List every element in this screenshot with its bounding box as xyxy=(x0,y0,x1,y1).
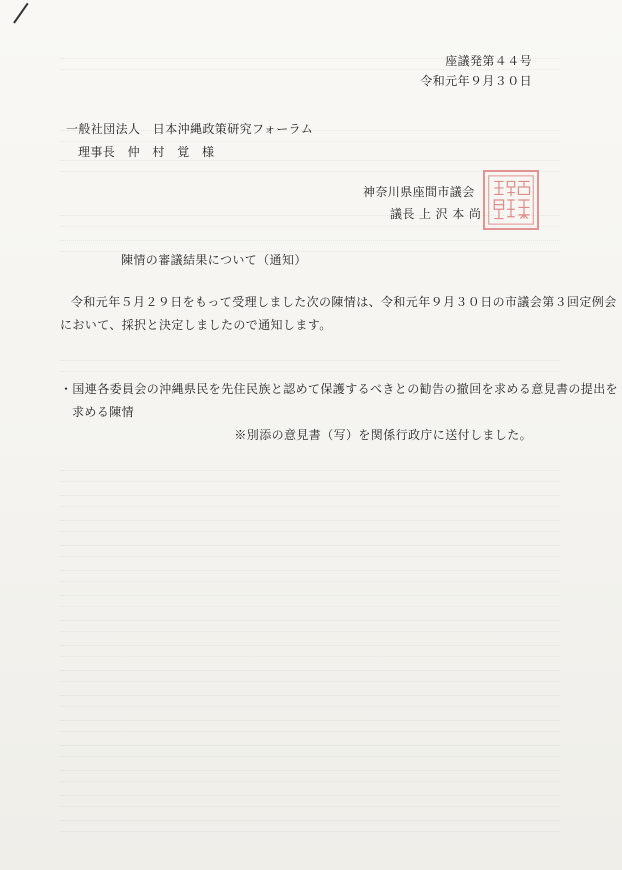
document-number: 座議発第４４号 xyxy=(445,54,532,68)
sender-person: 議長 上 沢 本 尚 xyxy=(390,207,482,221)
petition-item-line-1: ・国連各委員会の沖縄県民を先住民族と認めて保護するべきとの勧告の撤回を求める意見書の提出を xyxy=(60,382,619,396)
recipient-person: 理事長 仲 村 覚 様 xyxy=(78,145,215,159)
sender-organization: 神奈川県座間市議会 xyxy=(363,185,475,199)
pen-mark xyxy=(13,3,28,24)
attachment-note: ※別添の意見書（写）を関係行政庁に送付しました。 xyxy=(234,428,532,442)
body-paragraph-line-1: 令和元年５月２９日をもって受理しました次の陳情は、令和元年９月３０日の市議会第３回定例会 xyxy=(71,295,617,309)
subject-heading: 陳情の審議結果について（通知） xyxy=(121,253,307,267)
document-date: 令和元年９月３０日 xyxy=(420,74,532,88)
body-paragraph-line-2: において、採択と決定しましたので通知します。 xyxy=(60,318,332,332)
recipient-organization: 一般社団法人 日本沖縄政策研究フォーラム xyxy=(66,122,314,136)
petition-item-line-2: 求める陳情 xyxy=(72,405,135,419)
official-seal-icon xyxy=(483,170,539,230)
